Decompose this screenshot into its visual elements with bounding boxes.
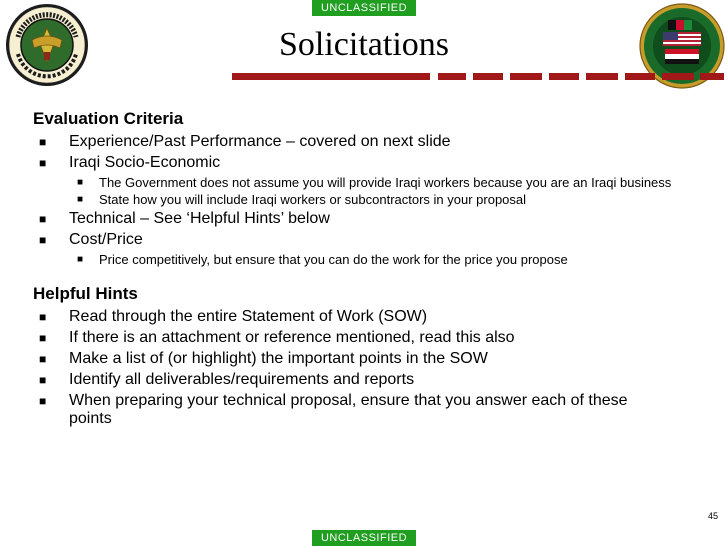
square-bullet-icon: ■ [39, 310, 47, 324]
slide-title: Solicitations [279, 26, 449, 63]
sub-bullet-text: Price competitively, but ensure that you can do the work for the price you propose [99, 252, 568, 267]
square-bullet-icon: ■ [39, 156, 47, 170]
square-bullet-icon: ■ [39, 135, 47, 149]
sub-bullet-text: The Government does not assume you will provide Iraqi workers because you are an Iraqi business [99, 175, 672, 190]
classification-banner-bottom: UNCLASSIFIED [312, 530, 416, 546]
page-number: 45 [707, 511, 718, 521]
square-bullet-icon: ■ [39, 394, 47, 408]
bullet-text: When preparing your technical proposal, ensure that you answer each of these points [69, 392, 628, 427]
square-bullet-icon: ■ [39, 331, 47, 345]
square-bullet-icon: ■ [77, 254, 84, 265]
bullet-item [33, 210, 673, 228]
bullet-text: Make a list of (or highlight) the important points in the SOW [69, 350, 488, 367]
bullet-item [33, 329, 673, 347]
bullet-item [33, 371, 673, 389]
bullet-item [33, 392, 673, 428]
section-heading: Evaluation Criteria [33, 109, 184, 128]
bullet-text: Iraqi Socio-Economic [69, 154, 221, 171]
sub-bullet-text: State how you will include Iraqi workers or subcontractors in your proposal [99, 192, 527, 207]
slide-body [33, 108, 673, 431]
section-helpful-hints [33, 283, 673, 428]
title-accent-bar [232, 73, 724, 80]
bullet-item [33, 308, 673, 326]
square-bullet-icon: ■ [39, 233, 47, 247]
bullet-item [33, 350, 673, 368]
bullet-item [33, 133, 673, 151]
sub-bullet-item [33, 175, 673, 190]
square-bullet-icon: ■ [77, 177, 84, 188]
bullet-text: Read through the entire Statement of Work (SOW) [69, 308, 428, 325]
bullet-text: If there is an attachment or reference mentioned, read this also [69, 329, 515, 346]
section-heading: Helpful Hints [33, 284, 138, 303]
section-evaluation-criteria [33, 108, 673, 267]
bullet-text: Technical – See ‘Helpful Hints’ below [69, 210, 330, 227]
bullet-text: Experience/Past Performance – covered on next slide [69, 133, 451, 150]
bullet-item [33, 154, 673, 172]
square-bullet-icon: ■ [77, 194, 84, 205]
bullet-text: Identify all deliverables/requirements and reports [69, 371, 415, 388]
square-bullet-icon: ■ [39, 373, 47, 387]
square-bullet-icon: ■ [39, 352, 47, 366]
sub-bullet-item [33, 252, 673, 267]
bullet-item [33, 231, 673, 249]
square-bullet-icon: ■ [39, 212, 47, 226]
bullet-text: Cost/Price [69, 231, 143, 248]
classification-banner-top: UNCLASSIFIED [312, 0, 416, 16]
sub-bullet-item [33, 192, 673, 207]
